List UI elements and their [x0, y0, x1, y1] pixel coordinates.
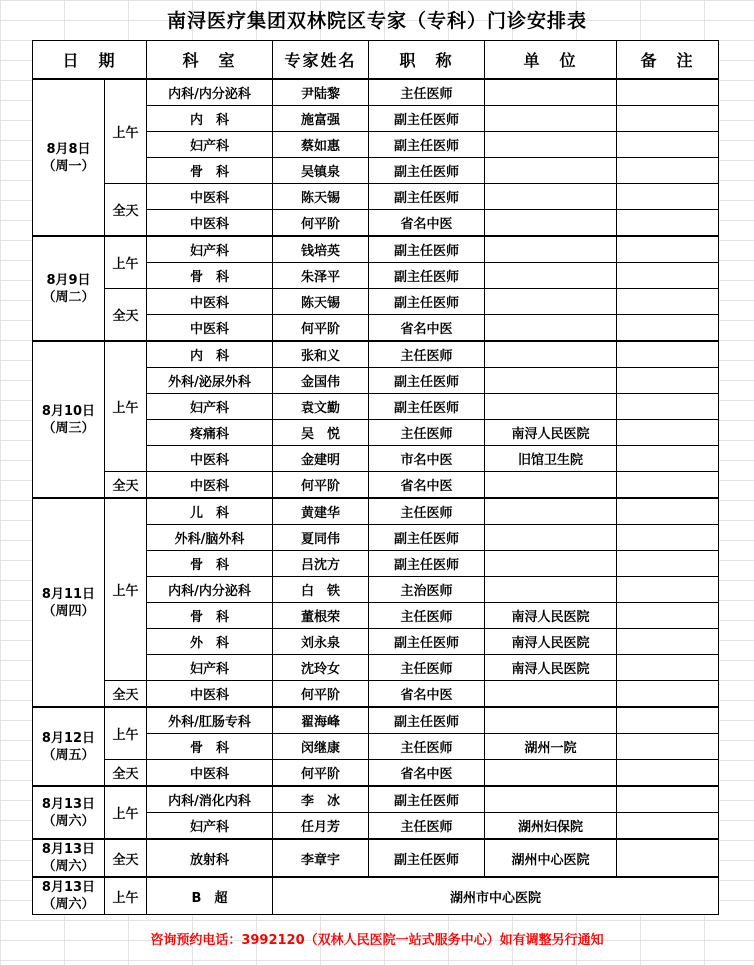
header-note: 备 注 — [617, 41, 719, 80]
header-date: 日 期 — [33, 41, 147, 80]
expert-name-cell: 白 铁 — [273, 577, 369, 603]
dept-cell: 中医科 — [147, 210, 273, 237]
unit-cell — [485, 368, 617, 394]
note-cell — [617, 629, 719, 655]
rank-cell: 主任医师 — [369, 498, 485, 525]
table-row — [33, 786, 719, 813]
footer-notice: 咨询预约电话：3992120（双林人民医院一站式服务中心）如有调整另行通知 — [150, 933, 604, 948]
unit-cell — [485, 707, 617, 734]
note-cell — [617, 446, 719, 472]
expert-name-cell: 沈玲女 — [273, 655, 369, 681]
expert-name-cell: 金国伟 — [273, 368, 369, 394]
table-row — [33, 184, 719, 210]
note-cell — [617, 551, 719, 577]
note-cell — [617, 315, 719, 342]
expert-name-cell: 何平阶 — [273, 760, 369, 787]
rank-cell: 副主任医师 — [369, 106, 485, 132]
expert-name-cell: 何平阶 — [273, 472, 369, 499]
expert-name-cell: 刘永泉 — [273, 629, 369, 655]
dept-cell: 妇产科 — [147, 394, 273, 420]
note-cell — [617, 603, 719, 629]
expert-name-cell: 李章宇 — [273, 839, 369, 877]
session-cell: 全天 — [105, 289, 147, 342]
dept-cell: 外 科 — [147, 629, 273, 655]
note-cell — [617, 420, 719, 446]
dept-cell: 骨 科 — [147, 734, 273, 760]
rank-cell: 市名中医 — [369, 446, 485, 472]
rank-cell: 副主任医师 — [369, 158, 485, 184]
note-cell — [617, 341, 719, 368]
expert-name-cell: 陈天锡 — [273, 184, 369, 210]
dept-cell: 内科/消化内科 — [147, 786, 273, 813]
unit-cell — [485, 315, 617, 342]
expert-name-cell: 陈天锡 — [273, 289, 369, 315]
weekday-label: （周五） — [42, 747, 95, 763]
weekday-label: （周三） — [42, 420, 95, 436]
unit-cell: 湖州妇保院 — [485, 813, 617, 840]
expert-name-cell: 尹陆黎 — [273, 79, 369, 106]
rank-cell: 省名中医 — [369, 210, 485, 237]
dept-cell: 放射科 — [147, 839, 273, 877]
date-cell — [33, 839, 105, 877]
dept-cell: 中医科 — [147, 472, 273, 499]
rank-cell: 副主任医师 — [369, 551, 485, 577]
dept-cell: 中医科 — [147, 681, 273, 708]
date-cell — [33, 236, 105, 341]
rank-cell: 省名中医 — [369, 760, 485, 787]
unit-cell — [485, 577, 617, 603]
unit-cell: 南浔人民医院 — [485, 603, 617, 629]
table-row — [33, 707, 719, 734]
unit-cell — [485, 525, 617, 551]
expert-name-cell: 李 冰 — [273, 786, 369, 813]
note-cell — [617, 655, 719, 681]
rank-cell: 主任医师 — [369, 79, 485, 106]
note-cell — [617, 368, 719, 394]
session-cell: 上午 — [105, 236, 147, 289]
session-cell: 全天 — [105, 760, 147, 787]
schedule-table — [32, 40, 719, 915]
unit-cell — [485, 289, 617, 315]
header-row — [33, 41, 719, 80]
note-cell — [617, 158, 719, 184]
unit-cell — [485, 394, 617, 420]
table-row — [33, 498, 719, 525]
dept-cell: 中医科 — [147, 289, 273, 315]
expert-name-cell: 朱泽平 — [273, 263, 369, 289]
table-row — [33, 472, 719, 499]
expert-name-cell: 何平阶 — [273, 315, 369, 342]
session-cell: 上午 — [105, 707, 147, 760]
expert-name-cell: 夏同伟 — [273, 525, 369, 551]
dept-cell: 内科/内分泌科 — [147, 577, 273, 603]
date-cell — [33, 786, 105, 839]
table-row — [33, 839, 719, 877]
dept-cell: 外科/肛肠专科 — [147, 707, 273, 734]
date-label: 8月13日 — [41, 842, 96, 857]
rank-cell: 主任医师 — [369, 813, 485, 840]
dept-cell: 内 科 — [147, 106, 273, 132]
note-cell — [617, 184, 719, 210]
expert-name-cell: 何平阶 — [273, 210, 369, 237]
expert-name-cell: 吴镇泉 — [273, 158, 369, 184]
header-dept: 科 室 — [147, 41, 273, 80]
unit-cell — [485, 210, 617, 237]
unit-cell — [485, 184, 617, 210]
rank-cell: 副主任医师 — [369, 394, 485, 420]
table-row — [33, 877, 719, 915]
session-cell: 上午 — [105, 877, 147, 915]
dept-cell: 中医科 — [147, 184, 273, 210]
session-cell: 全天 — [105, 839, 147, 877]
table-row — [33, 236, 719, 263]
date-cell — [33, 79, 105, 236]
expert-name-cell: 蔡如惠 — [273, 132, 369, 158]
rank-cell: 主任医师 — [369, 655, 485, 681]
expert-name-cell: 张和义 — [273, 341, 369, 368]
unit-cell — [485, 681, 617, 708]
rank-cell: 副主任医师 — [369, 368, 485, 394]
rank-cell: 省名中医 — [369, 681, 485, 708]
rank-cell: 副主任医师 — [369, 839, 485, 877]
unit-cell — [485, 263, 617, 289]
dept-cell: 骨 科 — [147, 551, 273, 577]
rank-cell: 副主任医师 — [369, 707, 485, 734]
rank-cell: 主任医师 — [369, 341, 485, 368]
dept-cell: B 超 — [147, 877, 273, 915]
note-cell — [617, 525, 719, 551]
dept-cell: 中医科 — [147, 446, 273, 472]
expert-name-cell: 施富强 — [273, 106, 369, 132]
dept-cell: 中医科 — [147, 315, 273, 342]
note-cell — [617, 210, 719, 237]
unit-cell — [485, 760, 617, 787]
unit-cell: 湖州中心医院 — [485, 839, 617, 877]
dept-cell: 妇产科 — [147, 236, 273, 263]
weekday-label: （周六） — [42, 813, 95, 829]
note-cell — [617, 839, 719, 877]
rank-cell: 副主任医师 — [369, 629, 485, 655]
dept-cell: 疼痛科 — [147, 420, 273, 446]
session-cell: 全天 — [105, 184, 147, 237]
date-cell — [33, 877, 105, 915]
date-label: 8月10日 — [41, 403, 96, 419]
rank-cell: 主任医师 — [369, 420, 485, 446]
table-row — [33, 760, 719, 787]
table-row — [33, 341, 719, 368]
table-row — [33, 681, 719, 708]
page-title: 南浔医疗集团双林院区专家（专科）门诊安排表 — [166, 10, 587, 32]
date-cell — [33, 341, 105, 498]
rank-cell: 副主任医师 — [369, 289, 485, 315]
dept-cell: 内科/内分泌科 — [147, 79, 273, 106]
header-rank: 职 称 — [369, 41, 485, 80]
session-cell: 上午 — [105, 341, 147, 472]
rank-cell: 副主任医师 — [369, 132, 485, 158]
date-cell — [33, 707, 105, 786]
date-label: 8月11日 — [41, 586, 96, 602]
unit-cell: 南浔人民医院 — [485, 655, 617, 681]
dept-cell: 骨 科 — [147, 263, 273, 289]
dept-cell: 妇产科 — [147, 813, 273, 840]
weekday-label: （周一） — [42, 158, 95, 174]
note-cell — [617, 786, 719, 813]
dept-cell: 外科/脑外科 — [147, 525, 273, 551]
unit-cell: 南浔人民医院 — [485, 420, 617, 446]
unit-cell — [485, 236, 617, 263]
rank-cell: 副主任医师 — [369, 525, 485, 551]
rank-cell: 主治医师 — [369, 577, 485, 603]
dept-cell: 内 科 — [147, 341, 273, 368]
rank-cell: 副主任医师 — [369, 786, 485, 813]
unit-cell — [485, 132, 617, 158]
expert-name-cell: 任月芳 — [273, 813, 369, 840]
rank-cell: 副主任医师 — [369, 263, 485, 289]
dept-cell: 儿 科 — [147, 498, 273, 525]
dept-cell: 骨 科 — [147, 603, 273, 629]
rank-cell: 主任医师 — [369, 603, 485, 629]
note-cell — [617, 289, 719, 315]
unit-cell — [485, 79, 617, 106]
date-label: 8月9日 — [46, 272, 91, 288]
dept-cell: 外科/泌尿外科 — [147, 368, 273, 394]
date-label: 8月8日 — [46, 141, 91, 157]
unit-cell — [485, 498, 617, 525]
note-cell — [617, 813, 719, 840]
expert-name-cell: 吴 悦 — [273, 420, 369, 446]
schedule-body — [33, 79, 719, 915]
note-cell — [617, 79, 719, 106]
session-cell: 全天 — [105, 472, 147, 499]
dept-cell: 中医科 — [147, 760, 273, 787]
note-cell — [617, 472, 719, 499]
weekday-label: （周四） — [42, 603, 95, 619]
unit-cell — [485, 158, 617, 184]
note-cell — [617, 734, 719, 760]
note-cell — [617, 577, 719, 603]
expert-name-cell: 吕沈方 — [273, 551, 369, 577]
expert-name-cell: 金建明 — [273, 446, 369, 472]
header-unit: 单 位 — [485, 41, 617, 80]
weekday-label: （周六） — [42, 897, 95, 912]
merged-unit-cell: 湖州市中心医院 — [273, 877, 719, 915]
unit-cell: 旧馆卫生院 — [485, 446, 617, 472]
rank-cell: 副主任医师 — [369, 236, 485, 263]
session-cell: 全天 — [105, 681, 147, 708]
weekday-label: （周二） — [42, 289, 95, 305]
note-cell — [617, 498, 719, 525]
expert-name-cell: 闵继康 — [273, 734, 369, 760]
date-cell — [33, 498, 105, 707]
expert-name-cell: 钱培英 — [273, 236, 369, 263]
unit-cell — [485, 106, 617, 132]
expert-name-cell: 翟海峰 — [273, 707, 369, 734]
note-cell — [617, 760, 719, 787]
rank-cell: 省名中医 — [369, 315, 485, 342]
dept-cell: 妇产科 — [147, 655, 273, 681]
session-cell: 上午 — [105, 786, 147, 839]
expert-name-cell: 董根荣 — [273, 603, 369, 629]
session-cell: 上午 — [105, 498, 147, 681]
expert-name-cell: 黄建华 — [273, 498, 369, 525]
note-cell — [617, 106, 719, 132]
header-expert: 专家姓名 — [273, 41, 369, 80]
rank-cell: 省名中医 — [369, 472, 485, 499]
note-cell — [617, 681, 719, 708]
unit-cell — [485, 472, 617, 499]
table-row — [33, 289, 719, 315]
unit-cell — [485, 551, 617, 577]
dept-cell: 骨 科 — [147, 158, 273, 184]
note-cell — [617, 132, 719, 158]
unit-cell — [485, 341, 617, 368]
unit-cell: 湖州一院 — [485, 734, 617, 760]
unit-cell — [485, 786, 617, 813]
rank-cell: 副主任医师 — [369, 184, 485, 210]
session-cell: 上午 — [105, 79, 147, 184]
note-cell — [617, 236, 719, 263]
date-label: 8月13日 — [41, 880, 96, 895]
dept-cell: 妇产科 — [147, 132, 273, 158]
note-cell — [617, 707, 719, 734]
date-label: 8月13日 — [41, 796, 96, 812]
expert-name-cell: 袁文勤 — [273, 394, 369, 420]
table-row — [33, 79, 719, 106]
date-label: 8月12日 — [41, 730, 96, 746]
unit-cell: 南浔人民医院 — [485, 629, 617, 655]
weekday-label: （周六） — [42, 859, 95, 874]
note-cell — [617, 263, 719, 289]
rank-cell: 主任医师 — [369, 734, 485, 760]
note-cell — [617, 394, 719, 420]
expert-name-cell: 何平阶 — [273, 681, 369, 708]
